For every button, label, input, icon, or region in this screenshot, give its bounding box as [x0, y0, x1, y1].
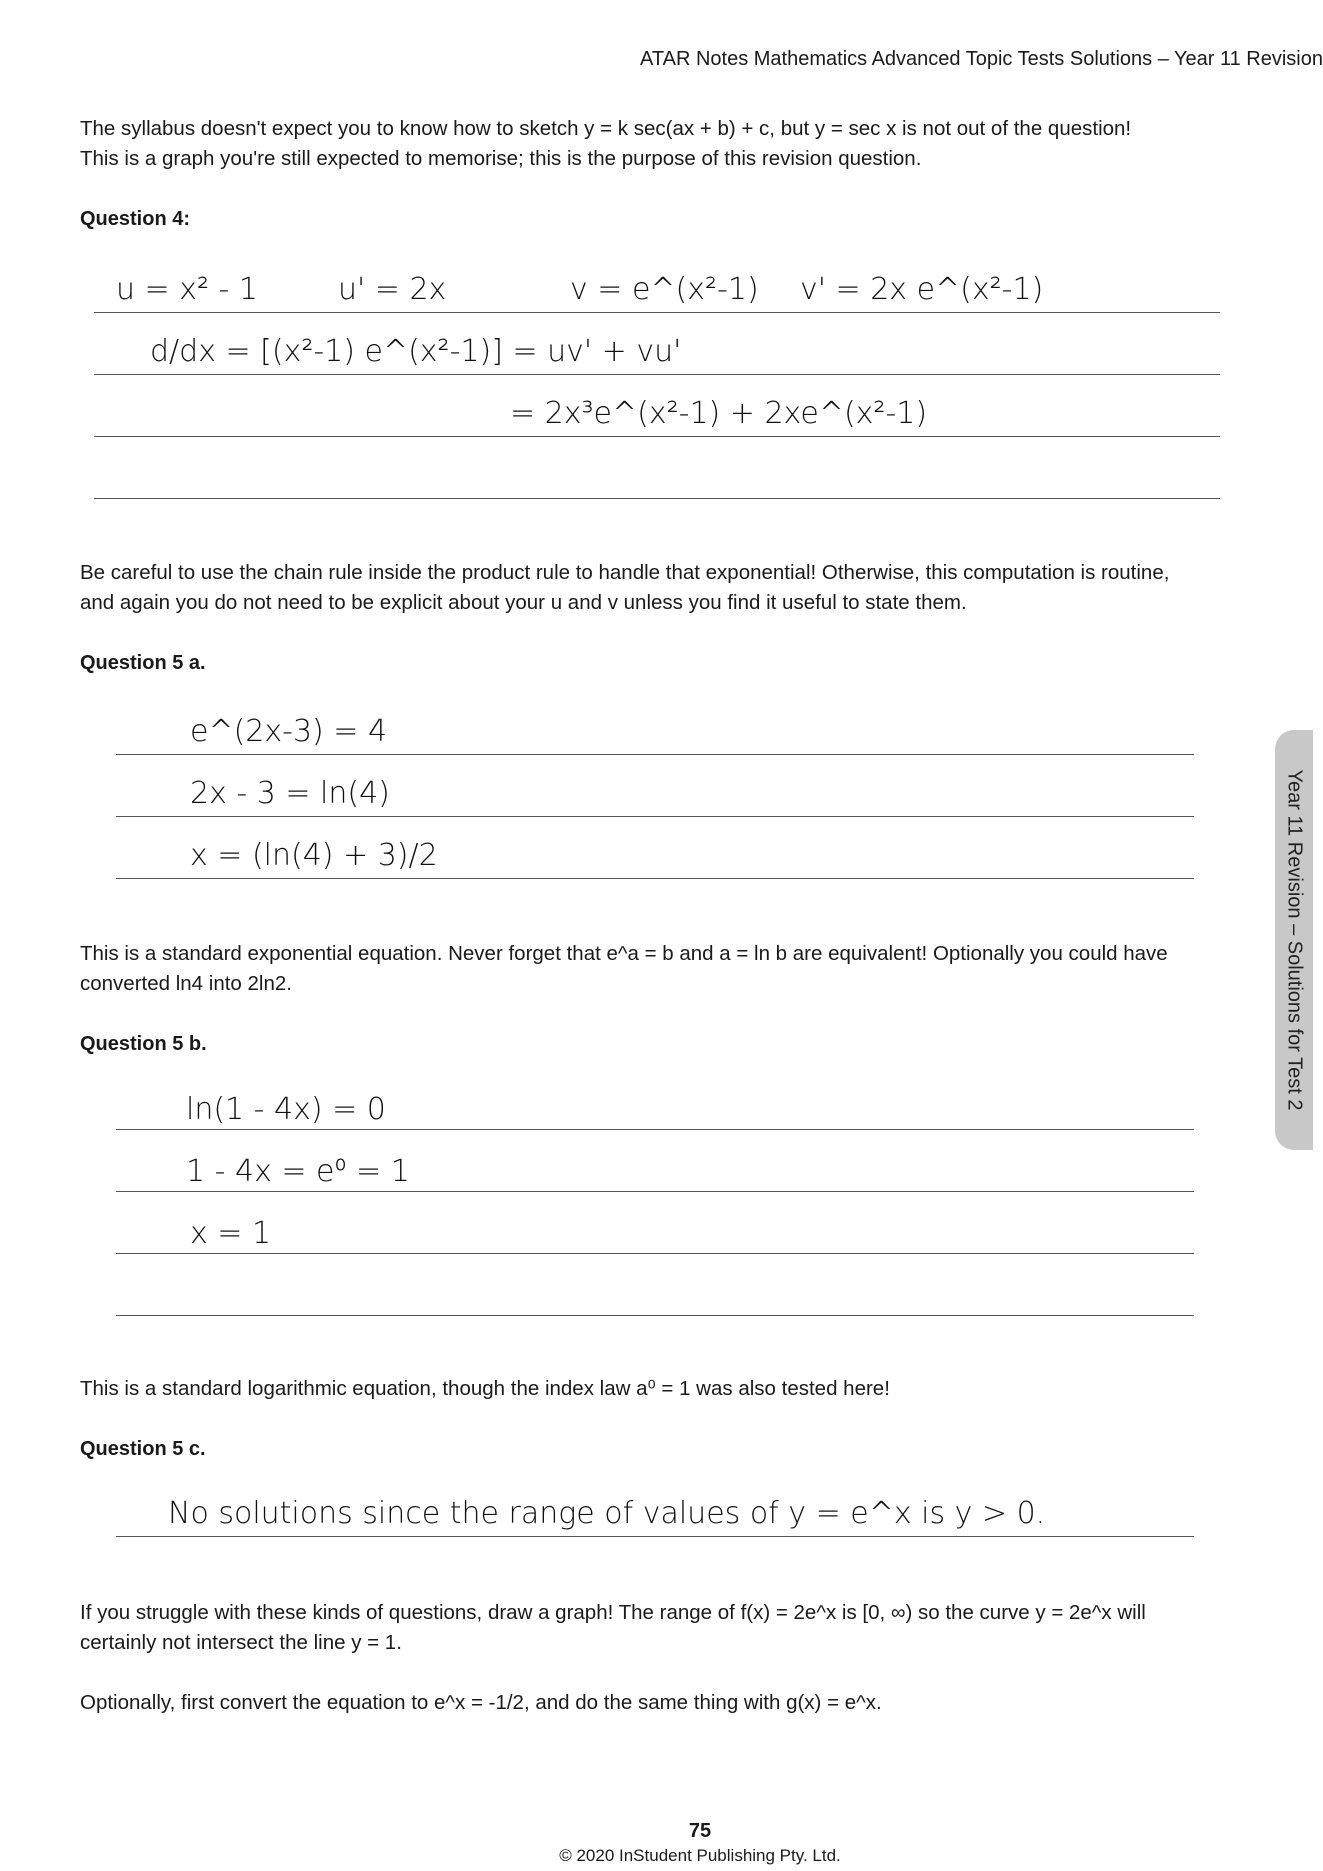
answer-line	[94, 312, 1220, 313]
q5c-comment	[80, 1598, 1250, 1658]
q5c-comment-line-1: If you struggle with these kinds of questions, draw a graph! The range of f(x) = 2e^x is [0, ∞) so the curve y = 2e^x will	[80, 1601, 1146, 1624]
q4-working-product-rule: d/dx = [(x²-1) e^(x²-1)] = uv' + vu'	[150, 334, 682, 369]
question-4-label: Question 4:	[80, 208, 191, 230]
section-side-tab-label: Year 11 Revision – Solutions for Test 2	[1283, 769, 1306, 1111]
q5c-comment-line-2: certainly not intersect the line y = 1.	[80, 1631, 402, 1654]
q5a-comment	[80, 939, 1250, 999]
section-side-tab	[1275, 730, 1313, 1150]
answer-line	[116, 1253, 1194, 1254]
q5c-comment-line-3: Optionally, first convert the equation to e^x = -1/2, and do the same thing with g(x) = e^x.	[80, 1691, 882, 1714]
question-5a-label: Question 5 a.	[80, 652, 206, 674]
q4-working-u: u = x² - 1	[116, 272, 258, 307]
page-number: 75	[688, 1820, 712, 1842]
question-5b-label: Question 5 b.	[80, 1033, 207, 1055]
q5a-working-answer: x = (ln(4) + 3)/2	[190, 838, 438, 873]
answer-line	[116, 1129, 1194, 1130]
q5a-comment-line-1: This is a standard exponential equation. Never forget that e^a = b and a = ln b are equivalent! Optionally you could have	[80, 942, 1168, 965]
q5b-working-exponent: 1 - 4x = e⁰ = 1	[186, 1154, 410, 1189]
q5a-working-log: 2x - 3 = ln(4)	[190, 776, 390, 811]
q5b-working-answer: x = 1	[190, 1216, 272, 1251]
answer-line	[116, 816, 1194, 817]
answer-line	[116, 754, 1194, 755]
copyright-notice: © 2020 InStudent Publishing Pty. Ltd.	[559, 1846, 841, 1865]
answer-line	[116, 1536, 1194, 1537]
q5a-comment-line-2: converted ln4 into 2ln2.	[80, 972, 292, 995]
q5c-working-answer: No solutions since the range of values of y = e^x is y > 0.	[168, 1496, 1046, 1531]
q5b-working-equation: ln(1 - 4x) = 0	[186, 1092, 386, 1127]
answer-line	[94, 436, 1220, 437]
answer-line	[94, 498, 1220, 499]
intro-line-1: The syllabus doesn't expect you to know how to sketch y = k sec(ax + b) + c, but y = sec x is not out of the question!	[80, 117, 1132, 140]
answer-line	[116, 878, 1194, 879]
q4-comment-line-2: and again you do not need to be explicit about your u and v unless you find it useful to state them.	[80, 591, 967, 614]
question-5c-label: Question 5 c.	[80, 1438, 206, 1460]
intro-paragraph	[80, 114, 1250, 174]
q4-working-u-prime: u' = 2x	[338, 272, 447, 307]
answer-line	[116, 1315, 1194, 1316]
q4-comment	[80, 558, 1250, 618]
running-header: ATAR Notes Mathematics Advanced Topic Tests Solutions – Year 11 Revision	[640, 48, 1323, 70]
q4-comment-line-1: Be careful to use the chain rule inside the product rule to handle that exponential! Otherwise, this computation is routine,	[80, 561, 1170, 584]
q4-working-v: v = e^(x²-1)	[570, 272, 759, 307]
answer-line	[94, 374, 1220, 375]
q5b-comment: This is a standard logarithmic equation, though the index law a⁰ = 1 was also tested here!	[80, 1377, 890, 1400]
answer-line	[116, 1191, 1194, 1192]
q4-working-result: = 2x³e^(x²-1) + 2xe^(x²-1)	[510, 396, 928, 431]
q4-working-v-prime: v' = 2x e^(x²-1)	[800, 272, 1044, 307]
intro-line-2: This is a graph you're still expected to memorise; this is the purpose of this revision question.	[80, 147, 922, 170]
q5a-working-equation: e^(2x-3) = 4	[190, 714, 388, 749]
